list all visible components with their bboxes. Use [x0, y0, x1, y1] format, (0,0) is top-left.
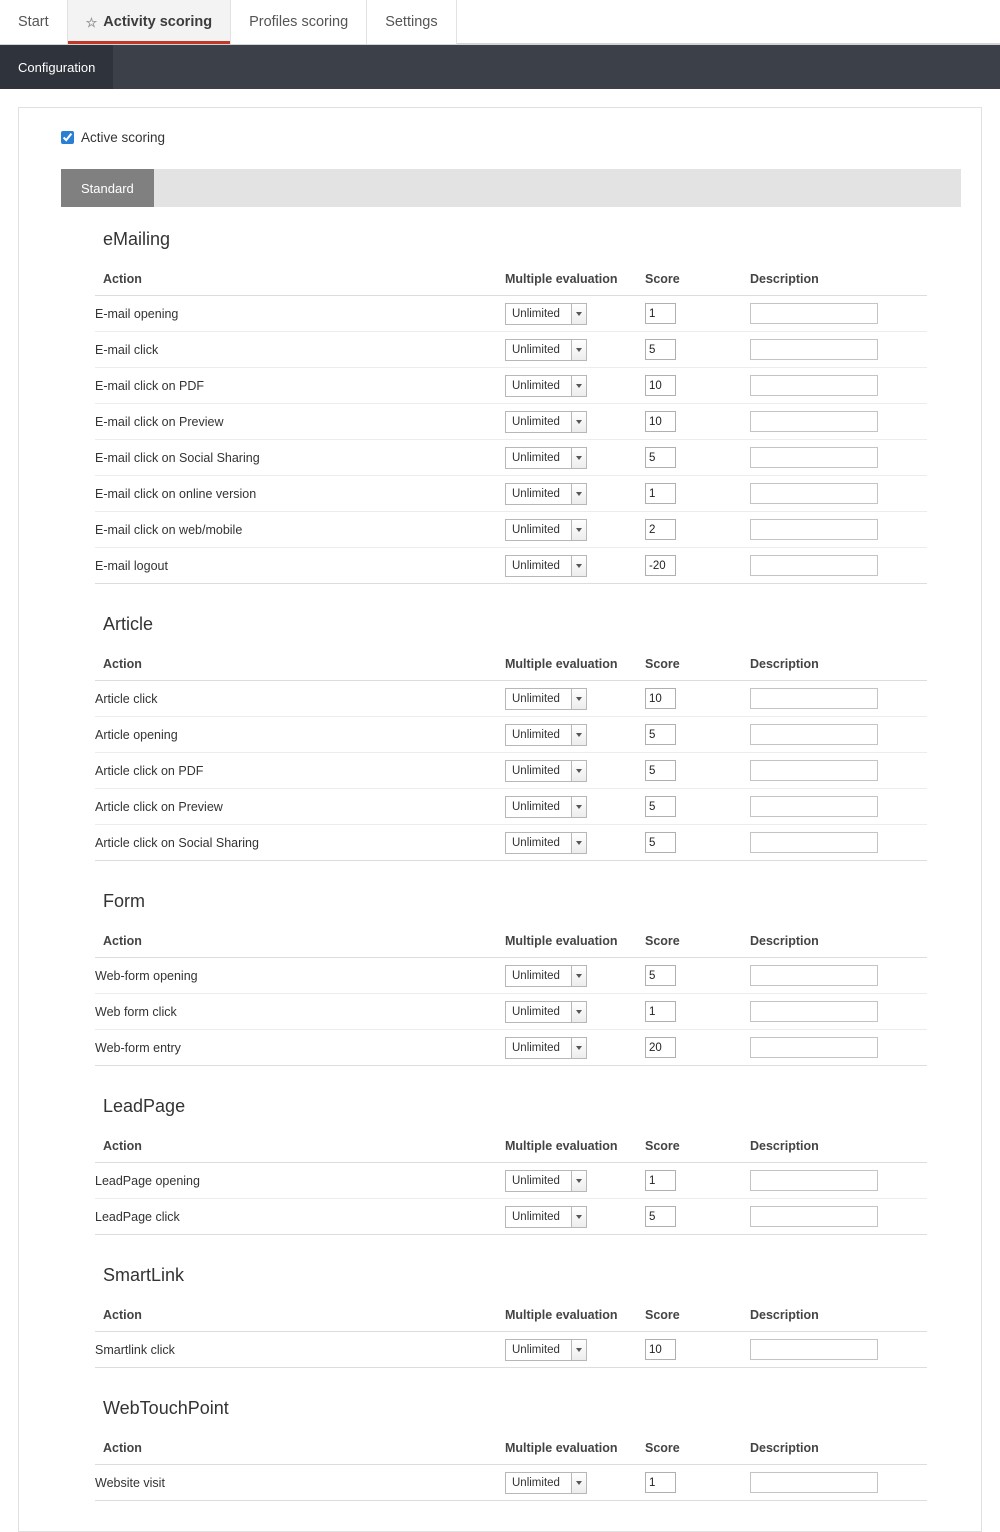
multiple-evaluation-value: Unlimited	[512, 692, 560, 705]
cell-multiple-evaluation	[505, 1332, 645, 1368]
cell-multiple-evaluation	[505, 994, 645, 1030]
description-input[interactable]	[750, 1472, 878, 1493]
tab-standard-label: Standard	[81, 180, 134, 196]
section-form	[95, 891, 927, 1066]
multiple-evaluation-select[interactable]	[505, 303, 587, 325]
column-header-score: Score	[645, 934, 750, 958]
caret-glyph	[576, 456, 582, 460]
tab-activity-scoring[interactable]	[68, 0, 231, 44]
table-row	[95, 548, 927, 584]
scoring-sections	[61, 207, 961, 1531]
cell-score	[645, 717, 750, 753]
cell-action: Article click on PDF	[95, 753, 505, 789]
tab-label: Profiles scoring	[249, 14, 349, 30]
column-header-multiple-evaluation: Multiple evaluation	[505, 1139, 645, 1163]
chevron-down-icon[interactable]	[571, 1038, 586, 1058]
cell-multiple-evaluation	[505, 753, 645, 789]
active-scoring-row[interactable]	[61, 130, 961, 145]
caret-glyph	[576, 805, 582, 809]
cell-action: Web-form opening	[95, 958, 505, 994]
score-input[interactable]	[645, 519, 676, 540]
cell-action: Article click	[95, 681, 505, 717]
description-input[interactable]	[750, 375, 878, 396]
score-input[interactable]	[645, 375, 676, 396]
cell-score	[645, 332, 750, 368]
multiple-evaluation-select[interactable]	[505, 1206, 587, 1228]
multiple-evaluation-value: Unlimited	[512, 379, 560, 392]
multiple-evaluation-select[interactable]	[505, 1170, 587, 1192]
cell-score	[645, 753, 750, 789]
column-header-description: Description	[750, 657, 927, 681]
cell-description	[750, 681, 927, 717]
table-row	[95, 368, 927, 404]
chevron-down-icon[interactable]	[571, 761, 586, 781]
tab-label: Start	[18, 14, 49, 30]
table-header-row	[95, 1139, 927, 1163]
cell-action: LeadPage click	[95, 1199, 505, 1235]
table-row	[95, 994, 927, 1030]
table-row	[95, 958, 927, 994]
cell-description	[750, 440, 927, 476]
chevron-down-icon[interactable]	[571, 966, 586, 986]
column-header-action: Action	[95, 1308, 505, 1332]
chevron-down-icon[interactable]	[571, 1473, 586, 1493]
score-input[interactable]	[645, 724, 676, 745]
column-header-description: Description	[750, 1139, 927, 1163]
caret-glyph	[576, 492, 582, 496]
multiple-evaluation-select[interactable]	[505, 832, 587, 854]
description-input[interactable]	[750, 339, 878, 360]
caret-glyph	[576, 1046, 582, 1050]
cell-action: Website visit	[95, 1465, 505, 1501]
page-body	[0, 89, 1000, 1532]
multiple-evaluation-select[interactable]	[505, 339, 587, 361]
multiple-evaluation-value: Unlimited	[512, 1343, 560, 1356]
multiple-evaluation-value: Unlimited	[512, 415, 560, 428]
score-input[interactable]	[645, 555, 676, 576]
cell-action: E-mail click on PDF	[95, 368, 505, 404]
cell-score	[645, 296, 750, 332]
multiple-evaluation-value: Unlimited	[512, 1174, 560, 1187]
column-header-score: Score	[645, 1308, 750, 1332]
section-article	[95, 614, 927, 861]
column-header-description: Description	[750, 1441, 927, 1465]
score-input[interactable]	[645, 832, 676, 853]
column-header-multiple-evaluation: Multiple evaluation	[505, 934, 645, 958]
multiple-evaluation-value: Unlimited	[512, 307, 560, 320]
cell-multiple-evaluation	[505, 296, 645, 332]
multiple-evaluation-select[interactable]	[505, 796, 587, 818]
score-input[interactable]	[645, 1472, 676, 1493]
chevron-down-icon[interactable]	[571, 1207, 586, 1227]
cell-score	[645, 476, 750, 512]
cell-score	[645, 368, 750, 404]
column-header-description: Description	[750, 272, 927, 296]
subnav-item-label: Configuration	[18, 59, 96, 75]
chevron-down-icon[interactable]	[571, 520, 586, 540]
cell-description	[750, 994, 927, 1030]
cell-description	[750, 368, 927, 404]
scoring-table	[95, 657, 927, 861]
cell-score	[645, 548, 750, 584]
multiple-evaluation-value: Unlimited	[512, 764, 560, 777]
cell-multiple-evaluation	[505, 1030, 645, 1066]
cell-description	[750, 404, 927, 440]
cell-description	[750, 753, 927, 789]
column-header-action: Action	[95, 934, 505, 958]
section-title: SmartLink	[103, 1265, 185, 1285]
multiple-evaluation-select[interactable]	[505, 519, 587, 541]
description-input[interactable]	[750, 965, 878, 986]
chevron-down-icon[interactable]	[571, 1002, 586, 1022]
multiple-evaluation-value: Unlimited	[512, 728, 560, 741]
cell-description	[750, 1465, 927, 1501]
cell-description	[750, 512, 927, 548]
cell-multiple-evaluation	[505, 368, 645, 404]
description-input[interactable]	[750, 483, 878, 504]
cell-multiple-evaluation	[505, 476, 645, 512]
tab-label: Settings	[385, 14, 438, 30]
score-input[interactable]	[645, 1206, 676, 1227]
multiple-evaluation-select[interactable]	[505, 760, 587, 782]
chevron-down-icon[interactable]	[571, 1340, 586, 1360]
scoring-table	[95, 934, 927, 1066]
caret-glyph	[576, 528, 582, 532]
cell-description	[750, 296, 927, 332]
section-smartlink	[95, 1265, 927, 1368]
cell-action: E-mail click on web/mobile	[95, 512, 505, 548]
table-row	[95, 681, 927, 717]
cell-description	[750, 1332, 927, 1368]
cell-action: E-mail click on Social Sharing	[95, 440, 505, 476]
subnav-item-configuration[interactable]	[0, 45, 113, 89]
active-scoring-label: Active scoring	[81, 130, 166, 145]
score-input[interactable]	[645, 796, 676, 817]
description-input[interactable]	[750, 519, 878, 540]
description-input[interactable]	[750, 1001, 878, 1022]
tabstrip-filler	[154, 169, 961, 207]
multiple-evaluation-value: Unlimited	[512, 1041, 560, 1054]
score-input[interactable]	[645, 483, 676, 504]
chevron-down-icon[interactable]	[571, 689, 586, 709]
column-header-multiple-evaluation: Multiple evaluation	[505, 272, 645, 296]
section-title: Form	[103, 891, 145, 911]
cell-score	[645, 825, 750, 861]
multiple-evaluation-select[interactable]	[505, 1472, 587, 1494]
cell-description	[750, 825, 927, 861]
multiple-evaluation-value: Unlimited	[512, 1210, 560, 1223]
cell-description	[750, 717, 927, 753]
chevron-down-icon[interactable]	[571, 376, 586, 396]
cell-multiple-evaluation	[505, 958, 645, 994]
description-input[interactable]	[750, 1170, 878, 1191]
cell-score	[645, 404, 750, 440]
tab-start[interactable]	[0, 0, 68, 44]
primary-navigation	[0, 0, 1000, 45]
chevron-down-icon[interactable]	[571, 340, 586, 360]
table-row	[95, 717, 927, 753]
table-row	[95, 1465, 927, 1501]
cell-score	[645, 1030, 750, 1066]
column-header-description: Description	[750, 1308, 927, 1332]
cell-description	[750, 789, 927, 825]
table-row	[95, 825, 927, 861]
primary-tabs	[0, 0, 457, 44]
multiple-evaluation-value: Unlimited	[512, 836, 560, 849]
score-input[interactable]	[645, 1170, 676, 1191]
cell-score	[645, 1465, 750, 1501]
description-input[interactable]	[750, 1339, 878, 1360]
cell-multiple-evaluation	[505, 404, 645, 440]
cell-description	[750, 476, 927, 512]
tab-standard[interactable]	[61, 169, 154, 207]
cell-score	[645, 440, 750, 476]
column-header-multiple-evaluation: Multiple evaluation	[505, 1441, 645, 1465]
table-row	[95, 1199, 927, 1235]
cell-multiple-evaluation	[505, 1199, 645, 1235]
cell-multiple-evaluation	[505, 1465, 645, 1501]
cell-multiple-evaluation	[505, 825, 645, 861]
section-title: LeadPage	[103, 1096, 186, 1116]
table-row	[95, 1332, 927, 1368]
caret-glyph	[576, 974, 582, 978]
cell-description	[750, 548, 927, 584]
chevron-down-icon[interactable]	[571, 556, 586, 576]
cell-action: E-mail logout	[95, 548, 505, 584]
multiple-evaluation-select[interactable]	[505, 965, 587, 987]
cell-action: Article click on Social Sharing	[95, 825, 505, 861]
cell-action: Article click on Preview	[95, 789, 505, 825]
section-leadpage	[95, 1096, 927, 1235]
table-row	[95, 296, 927, 332]
cell-action: Smartlink click	[95, 1332, 505, 1368]
cell-score	[645, 994, 750, 1030]
cell-multiple-evaluation	[505, 681, 645, 717]
cell-description	[750, 1030, 927, 1066]
cell-multiple-evaluation	[505, 1163, 645, 1199]
chevron-down-icon[interactable]	[571, 797, 586, 817]
chevron-down-icon[interactable]	[571, 304, 586, 324]
tab-settings[interactable]	[367, 0, 456, 44]
description-input[interactable]	[750, 555, 878, 576]
score-input[interactable]	[645, 760, 676, 781]
chevron-down-icon[interactable]	[571, 833, 586, 853]
subnav-filler	[113, 45, 1000, 89]
active-scoring-checkbox[interactable]	[61, 131, 74, 144]
caret-glyph	[576, 348, 582, 352]
multiple-evaluation-select[interactable]	[505, 1339, 587, 1361]
description-input[interactable]	[750, 1206, 878, 1227]
column-header-action: Action	[95, 272, 505, 296]
caret-glyph	[576, 1481, 582, 1485]
section-webtouchpoint	[95, 1398, 927, 1501]
cell-description	[750, 1199, 927, 1235]
description-input[interactable]	[750, 303, 878, 324]
scoring-table	[95, 272, 927, 584]
cell-action: E-mail click on Preview	[95, 404, 505, 440]
description-input[interactable]	[750, 760, 878, 781]
cell-multiple-evaluation	[505, 789, 645, 825]
column-header-score: Score	[645, 1139, 750, 1163]
cell-action: E-mail click	[95, 332, 505, 368]
column-header-score: Score	[645, 272, 750, 296]
caret-glyph	[576, 1179, 582, 1183]
caret-glyph	[576, 769, 582, 773]
multiple-evaluation-select[interactable]	[505, 447, 587, 469]
cell-multiple-evaluation	[505, 440, 645, 476]
description-input[interactable]	[750, 724, 878, 745]
multiple-evaluation-select[interactable]	[505, 724, 587, 746]
multiple-evaluation-value: Unlimited	[512, 559, 560, 572]
section-title: WebTouchPoint	[103, 1398, 229, 1418]
caret-glyph	[576, 1010, 582, 1014]
cell-multiple-evaluation	[505, 332, 645, 368]
table-row	[95, 512, 927, 548]
multiple-evaluation-value: Unlimited	[512, 800, 560, 813]
cell-score	[645, 681, 750, 717]
cell-score	[645, 1199, 750, 1235]
chevron-down-icon[interactable]	[571, 725, 586, 745]
description-input[interactable]	[750, 832, 878, 853]
multiple-evaluation-select[interactable]	[505, 483, 587, 505]
table-header-row	[95, 657, 927, 681]
column-header-action: Action	[95, 1139, 505, 1163]
cell-multiple-evaluation	[505, 512, 645, 548]
table-row	[95, 332, 927, 368]
multiple-evaluation-select[interactable]	[505, 555, 587, 577]
caret-glyph	[576, 420, 582, 424]
description-input[interactable]	[750, 447, 878, 468]
scoring-tabstrip	[61, 169, 961, 207]
column-header-action: Action	[95, 657, 505, 681]
column-header-score: Score	[645, 657, 750, 681]
caret-glyph	[576, 312, 582, 316]
description-input[interactable]	[750, 796, 878, 817]
multiple-evaluation-select[interactable]	[505, 1001, 587, 1023]
score-input[interactable]	[645, 303, 676, 324]
description-input[interactable]	[750, 411, 878, 432]
tab-profiles-scoring[interactable]	[231, 0, 367, 44]
cell-description	[750, 1163, 927, 1199]
description-input[interactable]	[750, 688, 878, 709]
column-header-description: Description	[750, 934, 927, 958]
cell-multiple-evaluation	[505, 717, 645, 753]
cell-action: Web form click	[95, 994, 505, 1030]
table-row	[95, 1030, 927, 1066]
caret-glyph	[576, 1215, 582, 1219]
multiple-evaluation-value: Unlimited	[512, 969, 560, 982]
cell-score	[645, 512, 750, 548]
cell-score	[645, 789, 750, 825]
column-header-multiple-evaluation: Multiple evaluation	[505, 1308, 645, 1332]
chevron-down-icon[interactable]	[571, 484, 586, 504]
tab-label: Activity scoring	[103, 14, 213, 30]
section-title: eMailing	[103, 229, 171, 249]
caret-glyph	[576, 384, 582, 388]
chevron-down-icon[interactable]	[571, 1171, 586, 1191]
score-input[interactable]	[645, 1037, 676, 1058]
multiple-evaluation-select[interactable]	[505, 375, 587, 397]
multiple-evaluation-value: Unlimited	[512, 487, 560, 500]
multiple-evaluation-select[interactable]	[505, 688, 587, 710]
multiple-evaluation-value: Unlimited	[512, 1005, 560, 1018]
cell-action: Article opening	[95, 717, 505, 753]
score-input[interactable]	[645, 447, 676, 468]
table-header-row	[95, 1441, 927, 1465]
score-input[interactable]	[645, 339, 676, 360]
column-header-multiple-evaluation: Multiple evaluation	[505, 657, 645, 681]
cell-score	[645, 1332, 750, 1368]
star-icon: ☆	[85, 14, 98, 30]
cell-score	[645, 958, 750, 994]
cell-score	[645, 1163, 750, 1199]
scoring-table	[95, 1308, 927, 1368]
cell-description	[750, 332, 927, 368]
cell-action: Web-form entry	[95, 1030, 505, 1066]
multiple-evaluation-value: Unlimited	[512, 343, 560, 356]
score-input[interactable]	[645, 688, 676, 709]
caret-glyph	[576, 697, 582, 701]
table-row	[95, 1163, 927, 1199]
caret-glyph	[576, 841, 582, 845]
scoring-table	[95, 1441, 927, 1501]
cell-action: E-mail click on online version	[95, 476, 505, 512]
caret-glyph	[576, 564, 582, 568]
table-row	[95, 440, 927, 476]
cell-description	[750, 958, 927, 994]
column-header-score: Score	[645, 1441, 750, 1465]
score-input[interactable]	[645, 965, 676, 986]
table-header-row	[95, 1308, 927, 1332]
description-input[interactable]	[750, 1037, 878, 1058]
multiple-evaluation-value: Unlimited	[512, 451, 560, 464]
secondary-navigation	[0, 45, 1000, 89]
scoring-panel	[18, 107, 982, 1532]
cell-multiple-evaluation	[505, 548, 645, 584]
scoring-table	[95, 1139, 927, 1235]
table-row	[95, 404, 927, 440]
multiple-evaluation-value: Unlimited	[512, 523, 560, 536]
table-row	[95, 753, 927, 789]
multiple-evaluation-select[interactable]	[505, 1037, 587, 1059]
caret-glyph	[576, 1348, 582, 1352]
cell-action: E-mail opening	[95, 296, 505, 332]
column-header-action: Action	[95, 1441, 505, 1465]
caret-glyph	[576, 733, 582, 737]
table-row	[95, 789, 927, 825]
score-input[interactable]	[645, 1339, 676, 1360]
multiple-evaluation-value: Unlimited	[512, 1476, 560, 1489]
table-header-row	[95, 934, 927, 958]
table-header-row	[95, 272, 927, 296]
multiple-evaluation-select[interactable]	[505, 411, 587, 433]
table-row	[95, 476, 927, 512]
score-input[interactable]	[645, 411, 676, 432]
chevron-down-icon[interactable]	[571, 448, 586, 468]
section-title: Article	[103, 614, 154, 634]
chevron-down-icon[interactable]	[571, 412, 586, 432]
section-emailing	[95, 229, 927, 584]
nav-filler	[457, 0, 1000, 44]
cell-action: LeadPage opening	[95, 1163, 505, 1199]
score-input[interactable]	[645, 1001, 676, 1022]
